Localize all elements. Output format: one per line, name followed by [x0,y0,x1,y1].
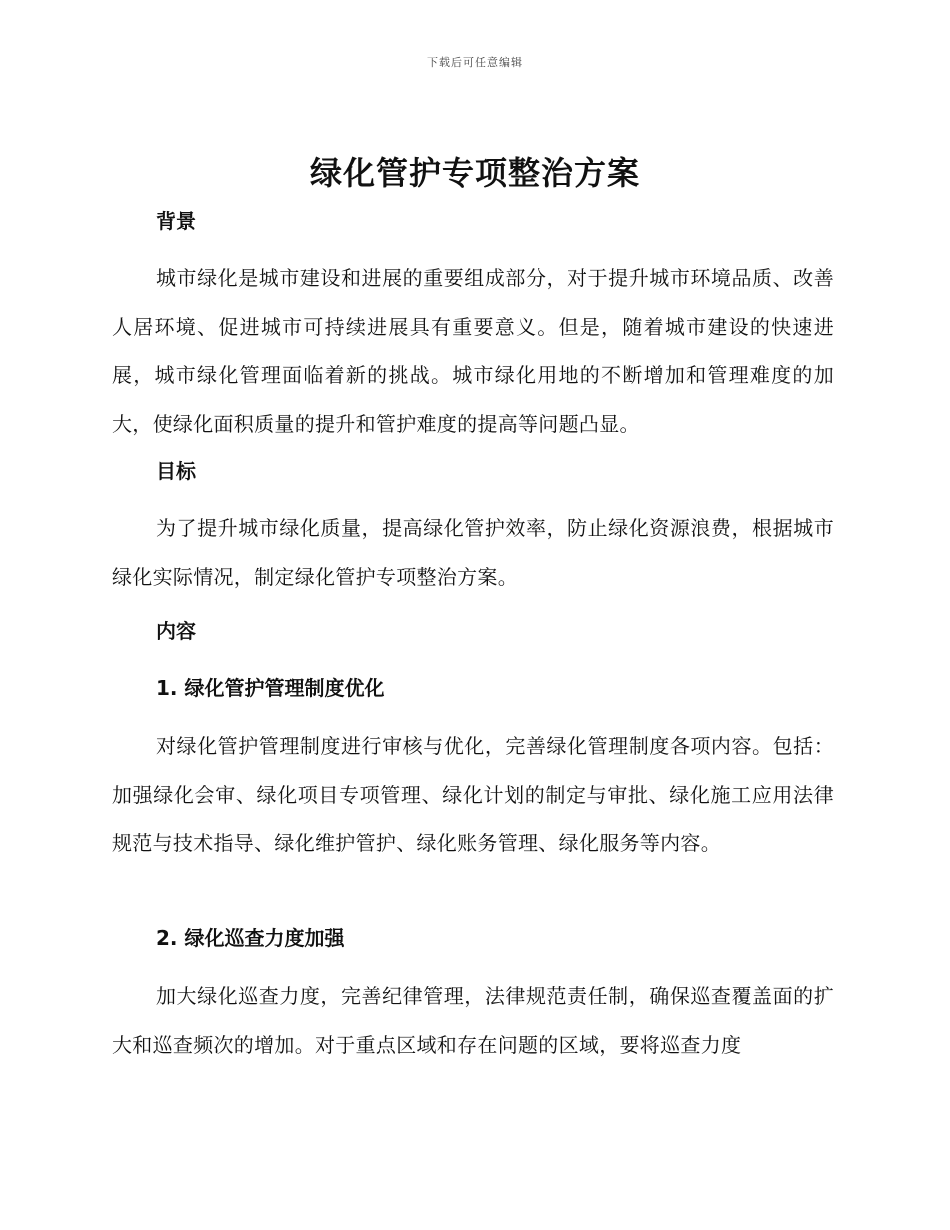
section-heading-goal: 目标 [156,459,196,483]
document-title: 绿化管护专项整治方案 [309,154,640,192]
section-heading-content: 内容 [156,619,196,643]
paragraph-item-2: 加大绿化巡查力度，完善纪律管理，法律规范责任制，确保巡查覆盖面的扩大和巡查频次的增加。对于重点区域和存在问题的区域，要将巡查力度 [112,984,834,1057]
paragraph-background: 城市绿化是城市建设和进展的重要组成部分，对于提升城市环境品质、改善人居环境、促进城市可持续进展具有重要意义。但是，随着城市建设的快速进展，城市绿化管理面临着新的挑战。城市绿化用地的不断增加和管理难度的加大，使绿化面积质量的提升和管护难度的提高等问题凸显。 [112,266,834,436]
subsection-heading-2: 2. 绿化巡查力度加强 [156,926,345,950]
paragraph-goal: 为了提升城市绿化质量，提高绿化管护效率，防止绿化资源浪费，根据城市绿化实际情况，制定绿化管护专项整治方案。 [112,516,834,589]
paragraph-item-1: 对绿化管护管理制度进行审核与优化，完善绿化管理制度各项内容。包括：加强绿化会审、绿化项目专项管理、绿化计划的制定与审批、绿化施工应用法律规范与技术指导、绿化维护管护、绿化账务管理、绿化服务等内容。 [112,734,834,855]
page-header-note: 下载后可任意编辑 [427,56,523,69]
subsection-heading-1: 1. 绿化管护管理制度优化 [156,676,385,700]
section-heading-background: 背景 [156,209,196,233]
